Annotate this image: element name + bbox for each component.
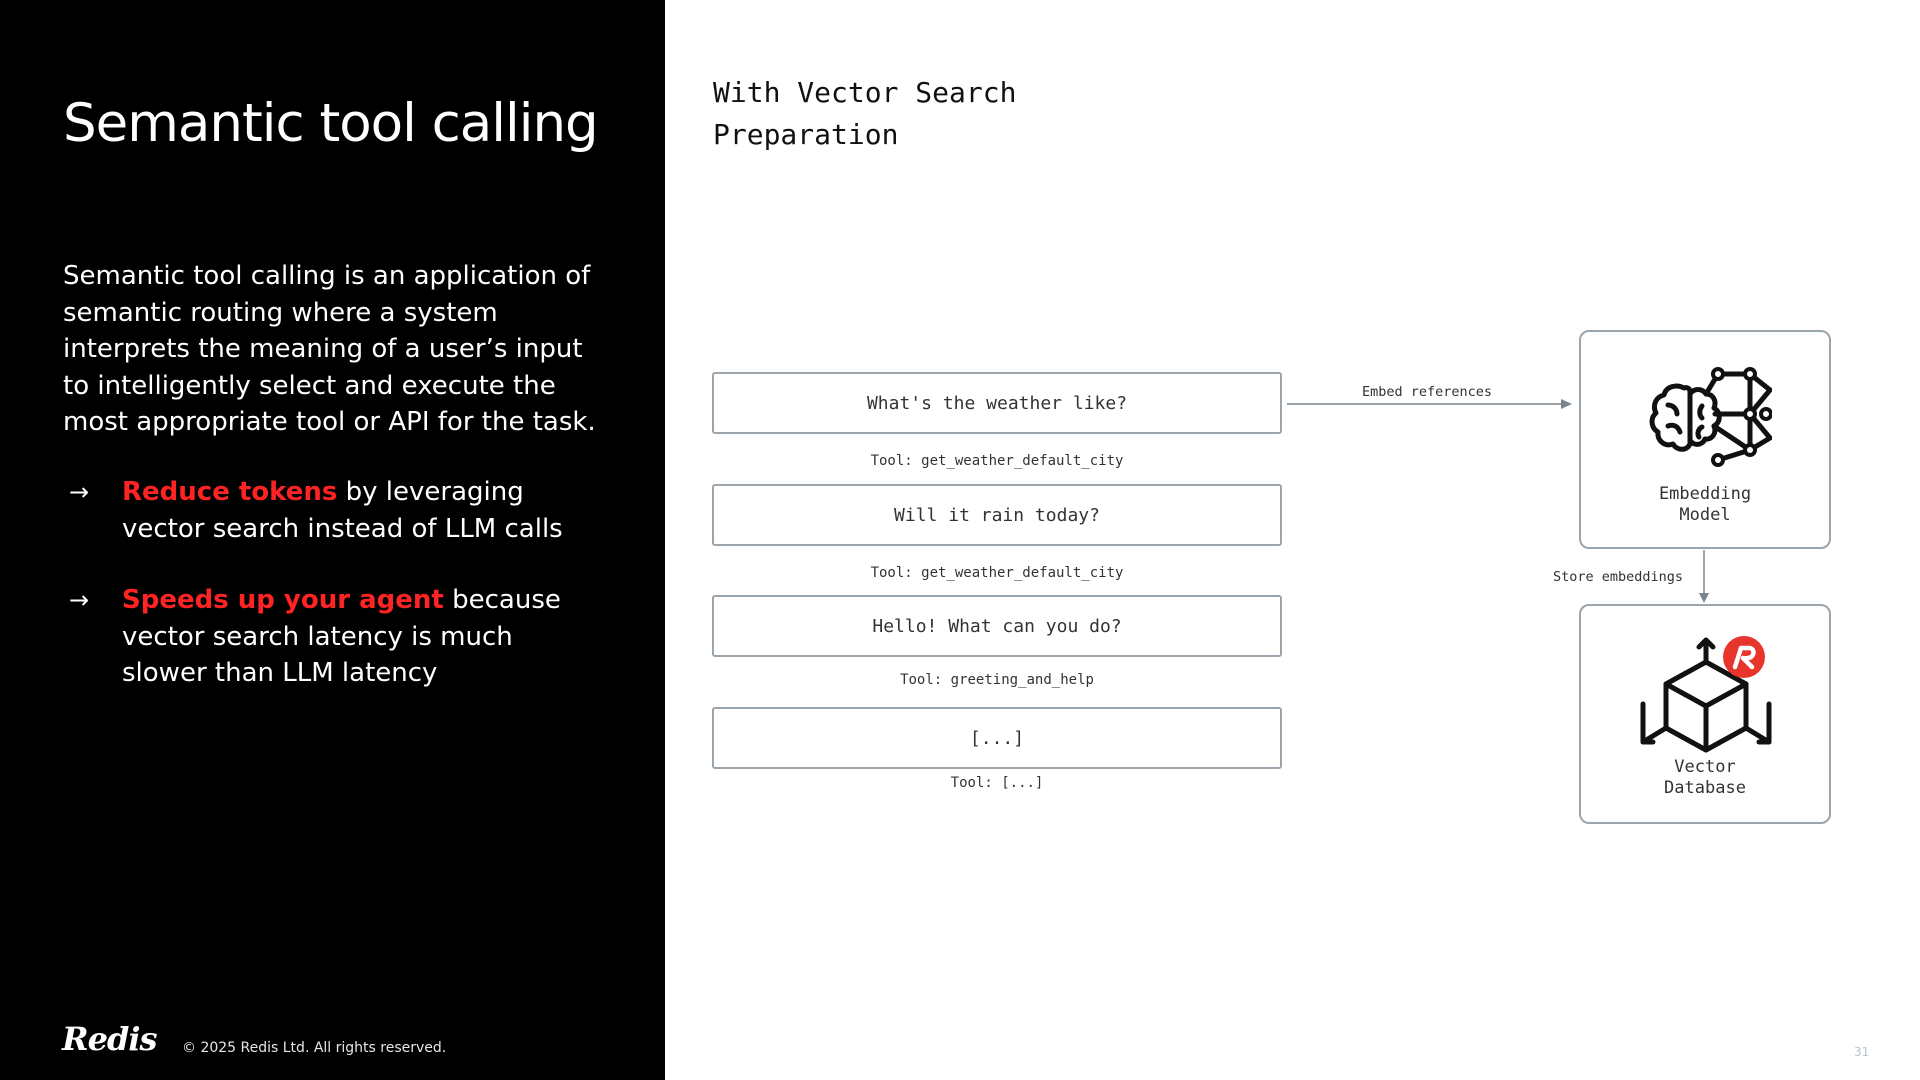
bullet-text: because vector search latency is much slower than LLM latency [122,585,561,688]
left-panel [0,0,665,1080]
copyright-text: © 2025 Redis Ltd. All rights reserved. [182,1040,447,1056]
vector-database-label: Vector Database [1664,757,1746,798]
store-embeddings-label: Store embeddings [1553,569,1684,585]
bullet-highlight: Speeds up your agent [122,585,444,615]
reference-tool-label: Tool: get_weather_default_city [870,565,1124,581]
embedding-model-box [1579,330,1831,549]
reference-query-text: [...] [969,727,1025,749]
bullet-speeds-up [63,582,603,692]
arrow-icon: → [69,586,90,614]
embed-arrow [1287,399,1572,409]
bullet-highlight: Reduce tokens [122,477,338,507]
slide-title: Semantic tool calling [63,93,598,154]
bullet-reduce-tokens [63,474,603,547]
diagram-title-line2: Preparation [713,118,899,151]
diagram-title-line1: With Vector Search [713,76,1017,109]
intro-paragraph: Semantic tool calling is an application of semantic routing where a system interprets the meaning of a user’s input to intelligently select and execute the most appropriate tool or API for the task. [63,261,596,437]
brain-network-icon [1642,360,1772,470]
arrow-icon: → [69,478,90,506]
reference-tool-label: Tool: get_weather_default_city [870,453,1124,469]
vector-database-box [1579,604,1831,824]
store-arrow [1699,550,1709,603]
reference-query-box [712,484,1282,546]
redis-logo: Redis [62,1020,157,1058]
reference-tool-label: Tool: [...] [950,775,1044,791]
embedding-model-label: Embedding Model [1658,484,1752,525]
reference-query-box [712,707,1282,769]
reference-query-text: Will it rain today? [894,504,1100,526]
redis-badge-icon [1721,634,1767,680]
bullet-text: by leveraging vector search instead of LLM calls [122,477,563,544]
reference-query-box [712,372,1282,434]
reference-query-box [712,595,1282,657]
diagram-title [713,72,1016,156]
reference-query-text: What's the weather like? [866,392,1128,414]
page-number: 31 [1854,1045,1870,1059]
embed-references-label: Embed references [1362,384,1493,400]
reference-tool-label: Tool: greeting_and_help [900,672,1094,688]
reference-query-text: Hello! What can you do? [872,615,1122,637]
